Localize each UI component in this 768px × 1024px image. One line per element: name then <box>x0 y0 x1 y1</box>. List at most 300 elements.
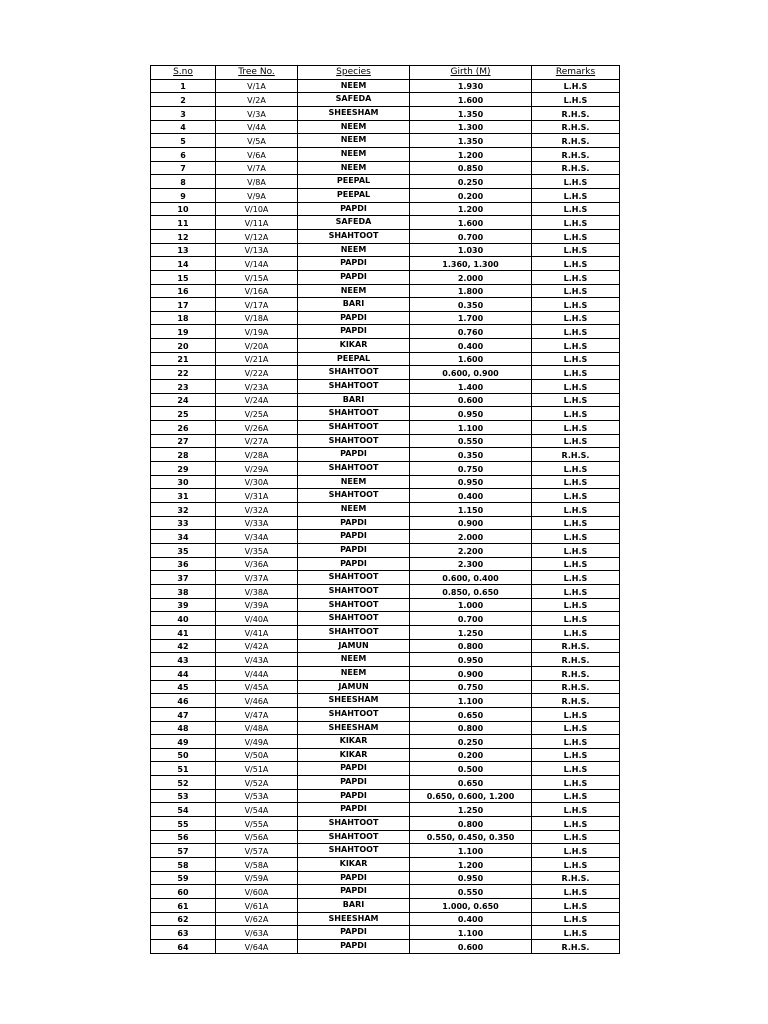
cell-species: BARI <box>298 393 410 407</box>
cell-tree-no: V/2A <box>216 93 298 107</box>
cell-remarks: L.H.S <box>532 707 620 721</box>
table-row <box>151 120 620 134</box>
cell-species: PAPDI <box>298 257 410 271</box>
table-row <box>151 789 620 803</box>
cell-girth: 0.760 <box>410 325 532 339</box>
cell-girth: 1.700 <box>410 311 532 325</box>
cell-species: PAPDI <box>298 530 410 544</box>
cell-sno: 25 <box>151 407 216 421</box>
cell-species: PAPDI <box>298 940 410 954</box>
cell-girth: 1.000 <box>410 598 532 612</box>
cell-tree-no: V/52A <box>216 776 298 790</box>
column-header-sno: S.no <box>151 66 216 80</box>
table-row <box>151 735 620 749</box>
cell-sno: 9 <box>151 188 216 202</box>
cell-species: PAPDI <box>298 516 410 530</box>
table-row <box>151 612 620 626</box>
cell-girth: 0.600, 0.900 <box>410 366 532 380</box>
cell-remarks: L.H.S <box>532 912 620 926</box>
cell-remarks: L.H.S <box>532 516 620 530</box>
cell-species: SHAHTOOT <box>298 598 410 612</box>
cell-remarks: R.H.S. <box>532 448 620 462</box>
cell-sno: 19 <box>151 325 216 339</box>
table-body <box>151 79 620 953</box>
cell-tree-no: V/39A <box>216 598 298 612</box>
cell-remarks: L.H.S <box>532 489 620 503</box>
cell-girth: 1.150 <box>410 503 532 517</box>
cell-remarks: L.H.S <box>532 366 620 380</box>
cell-species: SHAHTOOT <box>298 407 410 421</box>
cell-species: SHEESHAM <box>298 694 410 708</box>
cell-remarks: L.H.S <box>532 557 620 571</box>
cell-remarks: L.H.S <box>532 352 620 366</box>
cell-remarks: L.H.S <box>532 789 620 803</box>
table-row <box>151 284 620 298</box>
cell-sno: 30 <box>151 475 216 489</box>
cell-species: KIKAR <box>298 748 410 762</box>
table-row <box>151 748 620 762</box>
cell-remarks: R.H.S. <box>532 871 620 885</box>
table-row <box>151 871 620 885</box>
cell-species: SHAHTOOT <box>298 434 410 448</box>
cell-remarks: L.H.S <box>532 298 620 312</box>
table-row <box>151 625 620 639</box>
cell-tree-no: V/29A <box>216 462 298 476</box>
cell-remarks: L.H.S <box>532 803 620 817</box>
cell-sno: 23 <box>151 380 216 394</box>
cell-species: SHAHTOOT <box>298 366 410 380</box>
cell-species: SAFEDA <box>298 216 410 230</box>
cell-sno: 21 <box>151 352 216 366</box>
table-row <box>151 666 620 680</box>
table-row <box>151 134 620 148</box>
table-row <box>151 243 620 257</box>
cell-sno: 63 <box>151 926 216 940</box>
cell-girth: 2.000 <box>410 270 532 284</box>
cell-girth: 1.250 <box>410 803 532 817</box>
cell-tree-no: V/44A <box>216 666 298 680</box>
cell-species: PAPDI <box>298 762 410 776</box>
column-header-tree-no: Tree No. <box>216 66 298 80</box>
table-row <box>151 202 620 216</box>
cell-girth: 0.750 <box>410 680 532 694</box>
table-row <box>151 598 620 612</box>
cell-sno: 13 <box>151 243 216 257</box>
cell-sno: 34 <box>151 530 216 544</box>
cell-tree-no: V/1A <box>216 79 298 93</box>
table-row <box>151 680 620 694</box>
cell-sno: 14 <box>151 257 216 271</box>
cell-girth: 1.200 <box>410 202 532 216</box>
cell-species: KIKAR <box>298 339 410 353</box>
cell-species: NEEM <box>298 666 410 680</box>
cell-girth: 0.250 <box>410 735 532 749</box>
cell-species: SHAHTOOT <box>298 612 410 626</box>
cell-girth: 0.550, 0.450, 0.350 <box>410 830 532 844</box>
cell-girth: 0.850, 0.650 <box>410 584 532 598</box>
cell-sno: 22 <box>151 366 216 380</box>
cell-girth: 0.200 <box>410 188 532 202</box>
cell-tree-no: V/25A <box>216 407 298 421</box>
cell-girth: 0.250 <box>410 175 532 189</box>
cell-remarks: L.H.S <box>532 202 620 216</box>
table-row <box>151 803 620 817</box>
cell-species: KIKAR <box>298 735 410 749</box>
cell-remarks: L.H.S <box>532 844 620 858</box>
cell-tree-no: V/31A <box>216 489 298 503</box>
cell-remarks: L.H.S <box>532 325 620 339</box>
cell-remarks: L.H.S <box>532 284 620 298</box>
cell-remarks: L.H.S <box>532 926 620 940</box>
cell-girth: 1.300 <box>410 120 532 134</box>
cell-sno: 49 <box>151 735 216 749</box>
cell-tree-no: V/9A <box>216 188 298 202</box>
cell-sno: 26 <box>151 421 216 435</box>
cell-remarks: R.H.S. <box>532 666 620 680</box>
cell-tree-no: V/50A <box>216 748 298 762</box>
cell-species: SHAHTOOT <box>298 462 410 476</box>
cell-tree-no: V/43A <box>216 653 298 667</box>
cell-species: PAPDI <box>298 776 410 790</box>
table-row <box>151 393 620 407</box>
cell-sno: 50 <box>151 748 216 762</box>
cell-tree-no: V/38A <box>216 584 298 598</box>
cell-sno: 58 <box>151 858 216 872</box>
cell-sno: 10 <box>151 202 216 216</box>
cell-species: SHEESHAM <box>298 721 410 735</box>
cell-sno: 20 <box>151 339 216 353</box>
table-row <box>151 298 620 312</box>
cell-remarks: L.H.S <box>532 407 620 421</box>
table-row <box>151 899 620 913</box>
cell-remarks: R.H.S. <box>532 694 620 708</box>
table-row <box>151 584 620 598</box>
table-row <box>151 407 620 421</box>
cell-sno: 62 <box>151 912 216 926</box>
column-header-remarks: Remarks <box>532 66 620 80</box>
table-row <box>151 434 620 448</box>
cell-species: PAPDI <box>298 789 410 803</box>
cell-girth: 0.600 <box>410 393 532 407</box>
cell-species: PAPDI <box>298 926 410 940</box>
table-row <box>151 147 620 161</box>
cell-girth: 0.600 <box>410 940 532 954</box>
cell-tree-no: V/17A <box>216 298 298 312</box>
cell-girth: 0.750 <box>410 462 532 476</box>
cell-remarks: L.H.S <box>532 311 620 325</box>
cell-sno: 59 <box>151 871 216 885</box>
cell-remarks: L.H.S <box>532 748 620 762</box>
table-row <box>151 161 620 175</box>
cell-species: SHEESHAM <box>298 912 410 926</box>
cell-girth: 0.350 <box>410 448 532 462</box>
cell-tree-no: V/48A <box>216 721 298 735</box>
table-row <box>151 325 620 339</box>
cell-tree-no: V/34A <box>216 530 298 544</box>
cell-remarks: L.H.S <box>532 188 620 202</box>
cell-sno: 61 <box>151 899 216 913</box>
table-row <box>151 366 620 380</box>
cell-species: SHAHTOOT <box>298 489 410 503</box>
cell-remarks: R.H.S. <box>532 134 620 148</box>
cell-species: SHEESHAM <box>298 106 410 120</box>
cell-sno: 11 <box>151 216 216 230</box>
cell-tree-no: V/46A <box>216 694 298 708</box>
cell-species: PAPDI <box>298 885 410 899</box>
cell-species: SHAHTOOT <box>298 571 410 585</box>
cell-tree-no: V/24A <box>216 393 298 407</box>
cell-remarks: L.H.S <box>532 434 620 448</box>
cell-sno: 2 <box>151 93 216 107</box>
cell-remarks: R.H.S. <box>532 106 620 120</box>
cell-girth: 1.930 <box>410 79 532 93</box>
cell-girth: 1.600 <box>410 352 532 366</box>
cell-remarks: L.H.S <box>532 612 620 626</box>
cell-tree-no: V/32A <box>216 503 298 517</box>
cell-girth: 0.400 <box>410 339 532 353</box>
cell-tree-no: V/6A <box>216 147 298 161</box>
cell-species: PEEPAL <box>298 352 410 366</box>
table-row <box>151 175 620 189</box>
cell-species: NEEM <box>298 147 410 161</box>
cell-girth: 0.600, 0.400 <box>410 571 532 585</box>
cell-girth: 0.550 <box>410 885 532 899</box>
cell-tree-no: V/28A <box>216 448 298 462</box>
cell-remarks: L.H.S <box>532 216 620 230</box>
table-row <box>151 830 620 844</box>
cell-remarks: L.H.S <box>532 175 620 189</box>
cell-girth: 0.800 <box>410 817 532 831</box>
table-row <box>151 653 620 667</box>
cell-girth: 1.600 <box>410 216 532 230</box>
cell-species: PAPDI <box>298 871 410 885</box>
cell-sno: 39 <box>151 598 216 612</box>
cell-girth: 0.650, 0.600, 1.200 <box>410 789 532 803</box>
cell-tree-no: V/55A <box>216 817 298 831</box>
cell-sno: 40 <box>151 612 216 626</box>
cell-species: NEEM <box>298 79 410 93</box>
cell-species: PAPDI <box>298 448 410 462</box>
cell-remarks: L.H.S <box>532 462 620 476</box>
cell-tree-no: V/30A <box>216 475 298 489</box>
table-row <box>151 721 620 735</box>
cell-girth: 1.100 <box>410 844 532 858</box>
cell-tree-no: V/61A <box>216 899 298 913</box>
cell-remarks: R.H.S. <box>532 161 620 175</box>
cell-girth: 2.000 <box>410 530 532 544</box>
cell-sno: 24 <box>151 393 216 407</box>
cell-tree-no: V/56A <box>216 830 298 844</box>
cell-girth: 0.400 <box>410 912 532 926</box>
cell-girth: 0.850 <box>410 161 532 175</box>
table-row <box>151 762 620 776</box>
cell-girth: 1.400 <box>410 380 532 394</box>
table-row <box>151 311 620 325</box>
cell-girth: 1.600 <box>410 93 532 107</box>
cell-remarks: R.H.S. <box>532 147 620 161</box>
cell-girth: 1.800 <box>410 284 532 298</box>
table-row <box>151 352 620 366</box>
cell-species: PAPDI <box>298 311 410 325</box>
cell-sno: 53 <box>151 789 216 803</box>
cell-species: SAFEDA <box>298 93 410 107</box>
cell-species: SHAHTOOT <box>298 817 410 831</box>
cell-tree-no: V/3A <box>216 106 298 120</box>
cell-tree-no: V/19A <box>216 325 298 339</box>
cell-tree-no: V/16A <box>216 284 298 298</box>
cell-tree-no: V/54A <box>216 803 298 817</box>
cell-girth: 0.350 <box>410 298 532 312</box>
cell-sno: 16 <box>151 284 216 298</box>
cell-sno: 47 <box>151 707 216 721</box>
cell-remarks: L.H.S <box>532 339 620 353</box>
cell-species: NEEM <box>298 284 410 298</box>
cell-girth: 1.100 <box>410 694 532 708</box>
cell-remarks: L.H.S <box>532 830 620 844</box>
cell-sno: 38 <box>151 584 216 598</box>
cell-girth: 0.950 <box>410 653 532 667</box>
cell-girth: 0.950 <box>410 475 532 489</box>
table-row <box>151 776 620 790</box>
cell-remarks: L.H.S <box>532 625 620 639</box>
table-row <box>151 188 620 202</box>
cell-girth: 1.350 <box>410 134 532 148</box>
cell-remarks: L.H.S <box>532 762 620 776</box>
cell-species: SHAHTOOT <box>298 707 410 721</box>
cell-species: SHAHTOOT <box>298 421 410 435</box>
cell-remarks: L.H.S <box>532 475 620 489</box>
cell-girth: 0.700 <box>410 229 532 243</box>
cell-tree-no: V/49A <box>216 735 298 749</box>
cell-sno: 5 <box>151 134 216 148</box>
cell-tree-no: V/26A <box>216 421 298 435</box>
cell-remarks: R.H.S. <box>532 120 620 134</box>
cell-sno: 41 <box>151 625 216 639</box>
table-row <box>151 858 620 872</box>
table-row <box>151 270 620 284</box>
cell-girth: 1.200 <box>410 858 532 872</box>
cell-tree-no: V/35A <box>216 543 298 557</box>
table-row <box>151 257 620 271</box>
cell-sno: 31 <box>151 489 216 503</box>
cell-tree-no: V/21A <box>216 352 298 366</box>
cell-tree-no: V/5A <box>216 134 298 148</box>
cell-girth: 1.030 <box>410 243 532 257</box>
cell-species: PAPDI <box>298 543 410 557</box>
cell-sno: 12 <box>151 229 216 243</box>
cell-remarks: L.H.S <box>532 530 620 544</box>
table-row <box>151 216 620 230</box>
cell-species: PAPDI <box>298 325 410 339</box>
cell-species: SHAHTOOT <box>298 584 410 598</box>
table-row <box>151 844 620 858</box>
cell-remarks: L.H.S <box>532 543 620 557</box>
cell-tree-no: V/53A <box>216 789 298 803</box>
cell-tree-no: V/13A <box>216 243 298 257</box>
cell-sno: 57 <box>151 844 216 858</box>
cell-sno: 29 <box>151 462 216 476</box>
cell-sno: 56 <box>151 830 216 844</box>
cell-species: BARI <box>298 298 410 312</box>
cell-sno: 3 <box>151 106 216 120</box>
table-row <box>151 79 620 93</box>
cell-remarks: L.H.S <box>532 421 620 435</box>
cell-remarks: L.H.S <box>532 243 620 257</box>
cell-girth: 0.800 <box>410 721 532 735</box>
cell-girth: 1.350 <box>410 106 532 120</box>
table-row <box>151 885 620 899</box>
cell-tree-no: V/41A <box>216 625 298 639</box>
table-row <box>151 926 620 940</box>
cell-species: SHAHTOOT <box>298 380 410 394</box>
tree-register-table <box>150 65 620 954</box>
cell-remarks: R.H.S. <box>532 639 620 653</box>
cell-remarks: R.H.S. <box>532 940 620 954</box>
table-row <box>151 489 620 503</box>
cell-remarks: R.H.S. <box>532 680 620 694</box>
cell-sno: 35 <box>151 543 216 557</box>
cell-species: NEEM <box>298 475 410 489</box>
table-row <box>151 694 620 708</box>
table-row <box>151 380 620 394</box>
cell-girth: 1.100 <box>410 926 532 940</box>
table-row <box>151 543 620 557</box>
cell-sno: 45 <box>151 680 216 694</box>
cell-girth: 2.200 <box>410 543 532 557</box>
cell-remarks: L.H.S <box>532 776 620 790</box>
cell-tree-no: V/20A <box>216 339 298 353</box>
cell-remarks: L.H.S <box>532 229 620 243</box>
cell-tree-no: V/23A <box>216 380 298 394</box>
cell-tree-no: V/18A <box>216 311 298 325</box>
cell-tree-no: V/58A <box>216 858 298 872</box>
cell-species: JAMUN <box>298 639 410 653</box>
cell-remarks: L.H.S <box>532 584 620 598</box>
cell-species: PAPDI <box>298 202 410 216</box>
table-header-row <box>151 66 620 80</box>
cell-remarks: L.H.S <box>532 598 620 612</box>
cell-species: NEEM <box>298 120 410 134</box>
cell-girth: 0.200 <box>410 748 532 762</box>
table-row <box>151 530 620 544</box>
cell-sno: 37 <box>151 571 216 585</box>
table-row <box>151 448 620 462</box>
cell-tree-no: V/33A <box>216 516 298 530</box>
cell-tree-no: V/14A <box>216 257 298 271</box>
cell-remarks: L.H.S <box>532 885 620 899</box>
cell-tree-no: V/59A <box>216 871 298 885</box>
cell-remarks: L.H.S <box>532 503 620 517</box>
cell-species: PEEPAL <box>298 188 410 202</box>
cell-tree-no: V/37A <box>216 571 298 585</box>
cell-sno: 17 <box>151 298 216 312</box>
cell-girth: 0.400 <box>410 489 532 503</box>
cell-girth: 1.000, 0.650 <box>410 899 532 913</box>
cell-sno: 55 <box>151 817 216 831</box>
cell-tree-no: V/64A <box>216 940 298 954</box>
cell-sno: 60 <box>151 885 216 899</box>
table-row <box>151 912 620 926</box>
cell-sno: 6 <box>151 147 216 161</box>
cell-remarks: L.H.S <box>532 393 620 407</box>
cell-remarks: L.H.S <box>532 721 620 735</box>
cell-girth: 1.360, 1.300 <box>410 257 532 271</box>
cell-girth: 1.100 <box>410 421 532 435</box>
cell-species: BARI <box>298 899 410 913</box>
cell-species: NEEM <box>298 653 410 667</box>
cell-remarks: R.H.S. <box>532 653 620 667</box>
cell-tree-no: V/8A <box>216 175 298 189</box>
